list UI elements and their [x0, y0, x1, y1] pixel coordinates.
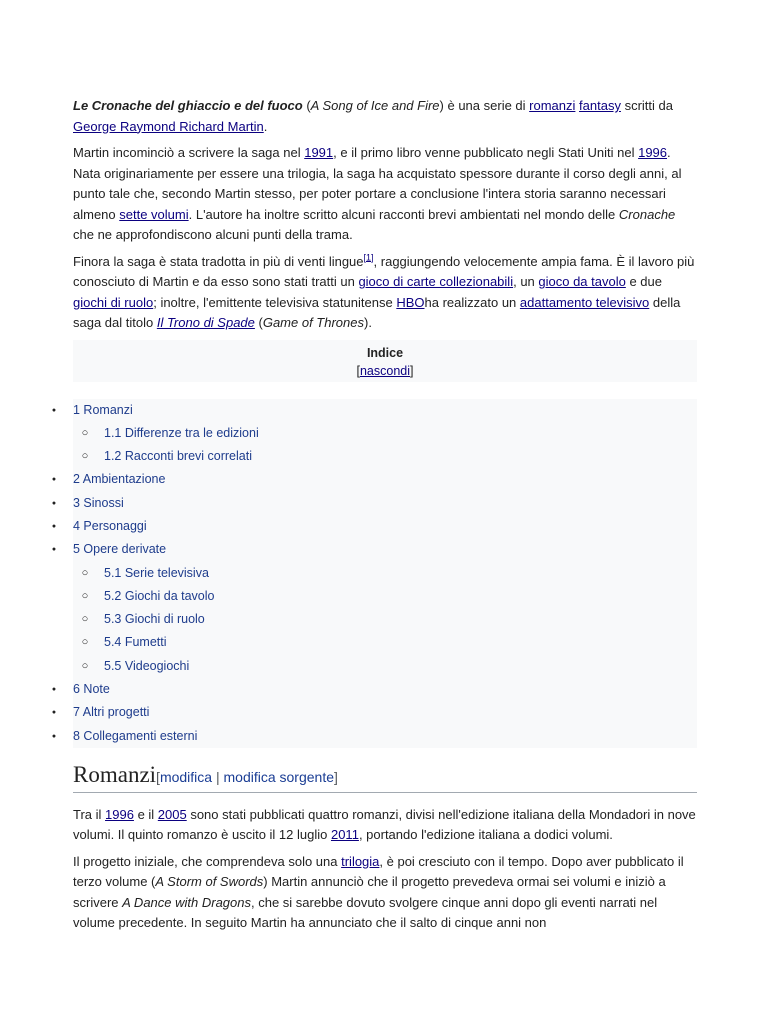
toc-link[interactable]: 5.3 Giochi di ruolo [104, 612, 205, 627]
toc-item [51, 492, 697, 515]
text-run: ( [254, 315, 263, 330]
text-run: , un [513, 274, 539, 289]
toc-item [73, 445, 697, 468]
link-gioco-tavolo[interactable]: gioco da tavolo [538, 274, 626, 289]
text-run: Finora la saga è stata tradotta in più di venti lingue [73, 253, 364, 269]
toc-title: Indice [366, 345, 404, 360]
text-run: ha realizzato un [424, 294, 520, 310]
circle-bullet-icon: ○ [81, 659, 89, 672]
separator: | [212, 768, 224, 785]
disc-bullet-icon: ● [51, 709, 57, 717]
section-heading [73, 762, 697, 793]
text-run: Tra il [73, 806, 106, 822]
text-run: che ne approfondiscono alcuni punti della trama. [73, 227, 353, 242]
disc-bullet-icon: ● [51, 546, 57, 554]
text-run: . L'autore ha inoltre scritto alcuni racconti brevi ambientati nel mondo delle [188, 206, 619, 222]
circle-bullet-icon: ○ [81, 589, 89, 602]
circle-bullet-icon: ○ [81, 636, 89, 649]
toc-item [51, 701, 697, 724]
link-sette-volumi[interactable]: sette volumi [119, 206, 189, 222]
text-run: della saga dal titolo [73, 294, 681, 330]
italic-cronache: Cronache [618, 206, 676, 222]
bracket: ] [410, 363, 414, 378]
disc-bullet-icon: ● [51, 732, 57, 740]
text-run: , portando l'edizione italiana a dodici volumi. [358, 827, 613, 843]
toc-item [73, 422, 697, 445]
text-run: ) Martin annunciò che il progetto prevedeva ormai sei volumi e iniziò a scrivere [73, 874, 666, 910]
bracket: ] [334, 768, 338, 785]
text-run: ) è una serie di [439, 98, 530, 113]
link-1996[interactable]: 1996 [638, 145, 668, 160]
article-title: Le Cronache del ghiaccio e del fuoco [73, 98, 303, 113]
link-author[interactable]: George Raymond Richard Martin [73, 118, 264, 134]
text-run: . [263, 118, 268, 134]
toc-link[interactable]: 5.2 Giochi da tavolo [104, 588, 215, 603]
italic-game-of-thrones: Game of Thrones [262, 315, 364, 330]
disc-bullet-icon: ● [51, 499, 57, 507]
text-run: sono stati pubblicati quattro romanzi, divisi nell'edizione italiana della Mondadori in nove volumi. Il quinto romanzo è uscito il 12 luglio [73, 806, 696, 843]
bracket: [ [356, 363, 360, 378]
circle-bullet-icon: ○ [81, 426, 89, 439]
edit-link[interactable]: modifica [159, 768, 213, 785]
section-title: Romanzi [73, 761, 157, 787]
italic-dance-with-dragons: A Dance with Dragons [122, 894, 251, 910]
circle-bullet-icon: ○ [81, 613, 89, 626]
text-run: . Nata originariamente per essere una trilogia, la saga ha acquistato spessore durante il corso degli anni, al punto tale che, secondo Martin stesso, per poter portare a conclusione l'intera storia saranno necessari almeno [73, 145, 682, 222]
link-trono-di-spade[interactable]: Il Trono di Spade [156, 315, 255, 330]
edit-source-link[interactable]: modifica sorgente [223, 768, 335, 785]
toc-link[interactable]: 6 Note [73, 682, 110, 697]
toc-link[interactable]: 5.1 Serie televisiva [104, 565, 209, 580]
text-run: , raggiungendo velocemente ampia fama. È il lavoro più conosciuto di Martin e da esso sono stati tratti un [73, 253, 695, 289]
toc-link[interactable]: 4 Personaggi [73, 518, 147, 533]
toc-item [51, 678, 697, 701]
toc-link[interactable]: 8 Collegamenti esterni [73, 728, 198, 743]
project-paragraph [73, 852, 697, 934]
circle-bullet-icon: ○ [81, 450, 89, 463]
text-run: Il progetto iniziale, che comprendeva solo una [73, 853, 342, 869]
toc-list [51, 399, 697, 748]
disc-bullet-icon: ● [51, 686, 57, 694]
link-fantasy[interactable]: fantasy [579, 98, 621, 113]
italic-storm-of-swords: A Storm of Swords [155, 874, 264, 890]
disc-bullet-icon: ● [51, 406, 57, 414]
fame-paragraph [73, 252, 697, 334]
link-2005[interactable]: 2005 [157, 806, 187, 822]
toc-item [73, 655, 697, 678]
link-2011[interactable]: 2011 [330, 827, 359, 843]
text-run: , è poi cresciuto con il tempo. Dopo aver pubblicato il terzo volume ( [73, 853, 684, 890]
link-adattamento[interactable]: adattamento televisivo [519, 294, 650, 310]
toc-link[interactable]: 5.5 Videogiochi [104, 658, 190, 673]
article-content [51, 96, 697, 940]
text-run: scritti da [620, 98, 673, 113]
toc-link[interactable]: 3 Sinossi [73, 495, 124, 510]
toc-item [51, 725, 697, 748]
bracket: [ [156, 768, 160, 785]
toc-link[interactable]: 1.2 Racconti brevi correlati [104, 449, 252, 464]
link-1991[interactable]: 1991 [304, 145, 334, 160]
link-1996-b[interactable]: 1996 [105, 806, 134, 822]
toc-item [73, 562, 697, 585]
toc-item [51, 399, 697, 422]
toc-item [51, 538, 697, 561]
text-run: ( [302, 98, 311, 113]
toc-link[interactable]: 5 Opere derivate [73, 542, 167, 557]
text-run: ). [364, 315, 372, 330]
toc-link[interactable]: 7 Altri progetti [73, 705, 150, 720]
link-hbo[interactable]: HBO [396, 294, 425, 310]
toc-hide-button[interactable]: nascondi [359, 363, 411, 378]
link-gioco-carte[interactable]: gioco di carte collezionabili [358, 274, 514, 289]
link-romanzi[interactable]: romanzi [529, 98, 576, 113]
toc-item [73, 585, 697, 608]
novels-paragraph [73, 805, 697, 846]
toc-link[interactable]: 5.4 Fumetti [104, 635, 167, 650]
toc-header [73, 340, 697, 382]
disc-bullet-icon: ● [51, 522, 57, 530]
text-run: Martin incominciò a scrivere la saga nel [73, 145, 305, 160]
toc-toggle-wrap [73, 362, 697, 380]
toc-item [73, 631, 697, 654]
toc-item [51, 468, 697, 491]
circle-bullet-icon: ○ [81, 566, 89, 579]
history-paragraph [73, 143, 697, 246]
original-title: A Song of Ice and Fire [310, 98, 440, 113]
link-trilogia[interactable]: trilogia [341, 853, 380, 869]
intro-paragraph [73, 96, 697, 137]
edit-section-links [156, 769, 338, 785]
text-run: , e il primo libro venne pubblicato negli Stati Uniti nel [333, 145, 639, 160]
disc-bullet-icon: ● [51, 476, 57, 484]
toc-link[interactable]: 1 Romanzi [73, 402, 133, 417]
reference-link-1[interactable]: [1] [363, 252, 374, 263]
text-run: e il [133, 806, 158, 822]
text-run: ; inoltre, l'emittente televisiva statunitense [153, 294, 397, 310]
toc-link[interactable]: 2 Ambientazione [73, 472, 166, 487]
text-run: e due [625, 274, 662, 289]
link-giochi-ruolo[interactable]: giochi di ruolo [73, 294, 154, 310]
toc-item [73, 608, 697, 631]
toc-link[interactable]: 1.1 Differenze tra le edizioni [104, 425, 259, 440]
text-run: , che si sarebbe dovuto svolgere cinque anni dopo gli eventi narrati nel volume precedente. In seguito Martin ha annunciato che il salto di cinque anni non [73, 894, 658, 931]
toc-item [51, 515, 697, 538]
